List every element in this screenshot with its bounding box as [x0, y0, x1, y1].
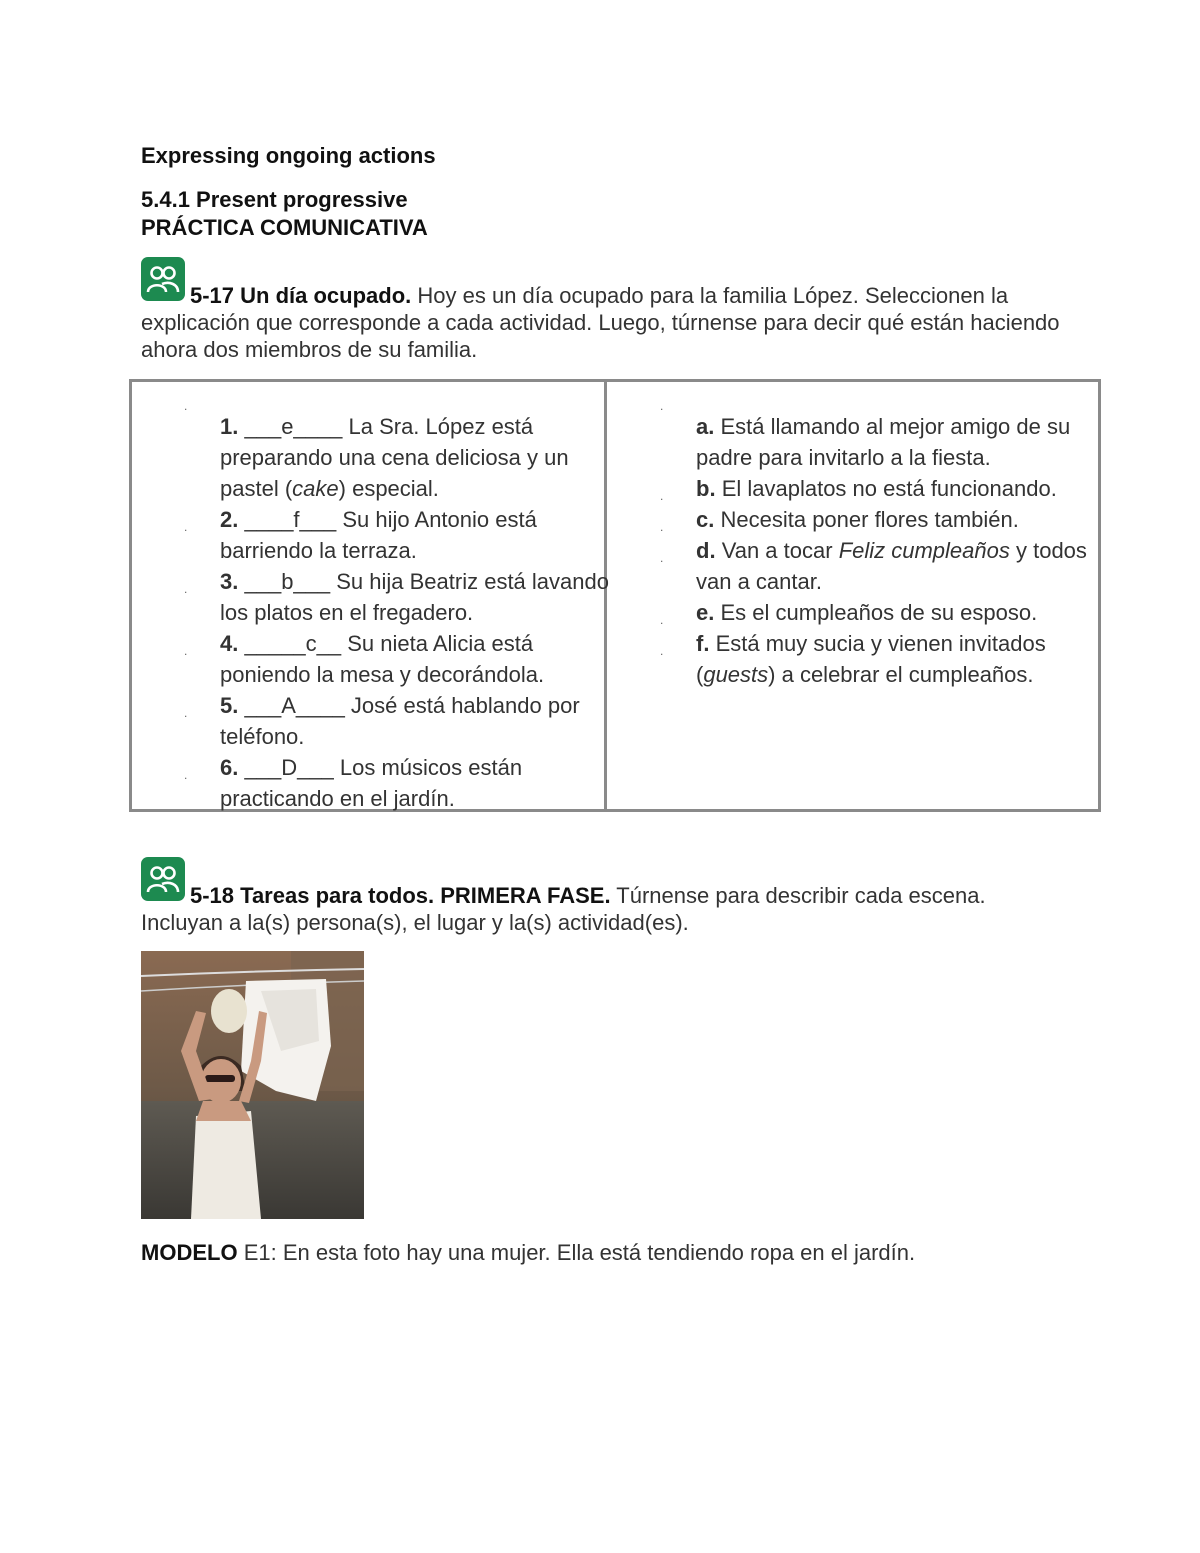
section-title: Expressing ongoing actions — [141, 143, 436, 168]
exercise-2-prompt — [141, 882, 1061, 936]
list-item-6: . 6. ___D___ Los músicos están practicando en el jardín. — [184, 755, 523, 811]
list-item-1: . 1. ___e____ La Sra. López está preparando una cena deliciosa y un pastel (cake) especial. — [184, 399, 569, 501]
model-sentence — [141, 1239, 1061, 1266]
exercise-2-label: 5-18 Tareas para todos. PRIMERA FASE. — [190, 883, 611, 908]
list-item-5: . 5. ___A____ José está hablando por teléfono. — [184, 693, 580, 749]
list-item-3: . 3. ___b___ Su hija Beatriz está lavando los platos en el fregadero. — [184, 569, 609, 625]
model-text: E1: En esta foto hay una mujer. Ella está tendiendo ropa en el jardín. — [243, 1240, 916, 1265]
woman-hanging-laundry-photo — [141, 951, 364, 1219]
subsection-title: 5.4.1 Present progressive — [141, 187, 408, 212]
answer-item-f: . f. Está muy sucia y vienen invitados (guests) a celebrar el cumpleaños. — [660, 631, 1046, 687]
exercise-1-label: 5-17 Un día ocupado. — [190, 283, 412, 308]
model-label: MODELO — [141, 1240, 238, 1265]
answer-item-d: . d. Van a tocar Feliz cumpleaños y todos van a cantar. — [660, 538, 1087, 594]
right-column — [660, 399, 1096, 690]
answer-item-e: . e. Es el cumpleaños de su esposo. — [660, 600, 1038, 627]
answer-item-b: . b. El lavaplatos no está funcionando. — [660, 476, 1057, 503]
list-item-4: . 4. _____c__ Su nieta Alicia está poniendo la mesa y decorándola. — [184, 631, 545, 687]
exercise-2-instructions: Túrnense para describir cada escena. Incluyan a la(s) persona(s), el lugar y la(s) actividad(es). — [141, 883, 986, 935]
left-column — [184, 399, 615, 814]
exercise-1-prompt — [141, 282, 1061, 363]
exercise-1-instructions: Hoy es un día ocupado para la familia López. Seleccionen la explicación que corresponde a cada actividad. Luego, túrnense para decir qué están haciendo ahora dos miembros de su familia. — [141, 283, 1060, 362]
answer-item-c: . c. Necesita poner flores también. — [660, 507, 1019, 534]
practice-title: PRÁCTICA COMUNICATIVA — [141, 215, 428, 240]
list-item-2: . 2. ____f___ Su hijo Antonio está barriendo la terraza. — [184, 507, 537, 563]
answer-item-a: . a. Está llamando al mejor amigo de su padre para invitarlo a la fiesta. — [660, 399, 1071, 470]
